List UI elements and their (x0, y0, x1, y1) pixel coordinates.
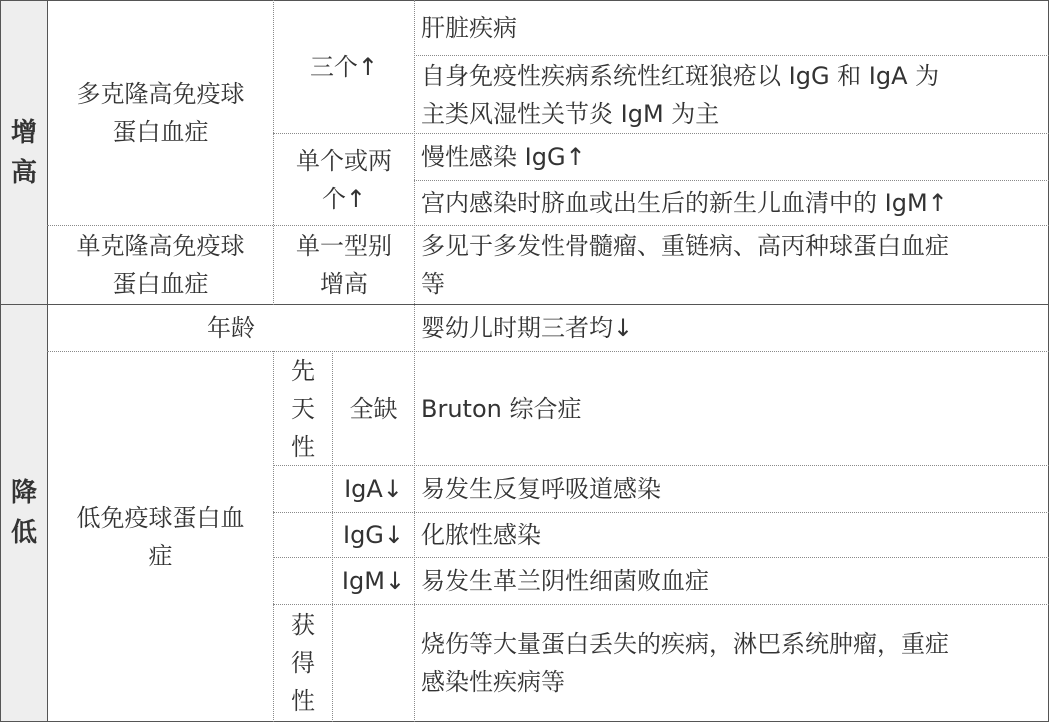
igm-desc: 易发生革兰阴性细菌败血症 (421, 567, 709, 595)
congenital-label: 先 天 性 (291, 356, 315, 461)
group-decrease: 降 低 (1, 305, 47, 721)
col-line-273 (273, 0, 274, 305)
single-type-label: 单一型别 增高 (296, 232, 392, 298)
iga-desc: 易发生反复呼吸道感染 (421, 475, 661, 503)
row-line-133 (273, 133, 1049, 134)
liver-disease: 肝脏疾病 (421, 14, 517, 42)
myeloma-desc: 多见于多发性骨髓瘤、重链病、高丙种球蛋白血症 等 (421, 232, 949, 298)
table-border-top (0, 0, 1049, 1)
igm-label: IgM↓ (341, 567, 406, 595)
row-line-465 (273, 465, 1049, 466)
group-divider (47, 0, 48, 722)
bruton-desc: Bruton 综合症 (421, 394, 582, 423)
acquired-desc: 烧伤等大量蛋白丢失的疾病，淋巴系统肿瘤，重症 感染性疾病等 (421, 630, 949, 696)
polyclonal-label: 多克隆高免疫球 蛋白血症 (76, 80, 245, 146)
row-line-55 (414, 55, 1049, 56)
row-line-225 (47, 225, 1049, 226)
intrauterine-infection: 宫内感染时脐血或出生后的新生儿血清中的 IgM↑ (421, 189, 948, 217)
col-line-414 (414, 0, 415, 722)
igg-desc: 化脓性感染 (421, 521, 541, 549)
section-divider (0, 304, 1049, 305)
igg-label: IgG↓ (342, 521, 405, 549)
row-line-604 (273, 604, 1049, 605)
total-deficiency-label: 全缺 (349, 394, 398, 423)
row-line-512 (273, 512, 1049, 513)
hypo-label: 低免疫球蛋白血 症 (76, 503, 245, 570)
single-or-two-label: 单个或两 个↑ (296, 146, 392, 213)
chronic-infection: 慢性感染 IgG↑ (421, 143, 586, 171)
table-border-right (1048, 0, 1049, 722)
row-line-180 (414, 180, 1049, 181)
age-label: 年龄 (207, 314, 255, 342)
col-line-273b (273, 351, 274, 722)
infant-desc: 婴幼儿时期三者均↓ (421, 314, 634, 342)
col-line-332 (332, 351, 333, 722)
row-line-557 (273, 557, 1049, 558)
three-up-label: 三个↑ (309, 53, 379, 81)
group-increase: 增 高 (1, 1, 47, 304)
table-border-left (0, 0, 1, 722)
iga-label: IgA↓ (344, 475, 403, 503)
autoimmune-disease: 自身免疫性疾病系统性红斑狼疮以 IgG 和 IgA 为 主类风湿性关节炎 IgM 为主 (421, 61, 940, 128)
monoclonal-label: 单克隆高免疫球 蛋白血症 (76, 232, 245, 298)
row-line-351 (47, 351, 1049, 352)
acquired-label: 获 得 性 (291, 611, 315, 715)
